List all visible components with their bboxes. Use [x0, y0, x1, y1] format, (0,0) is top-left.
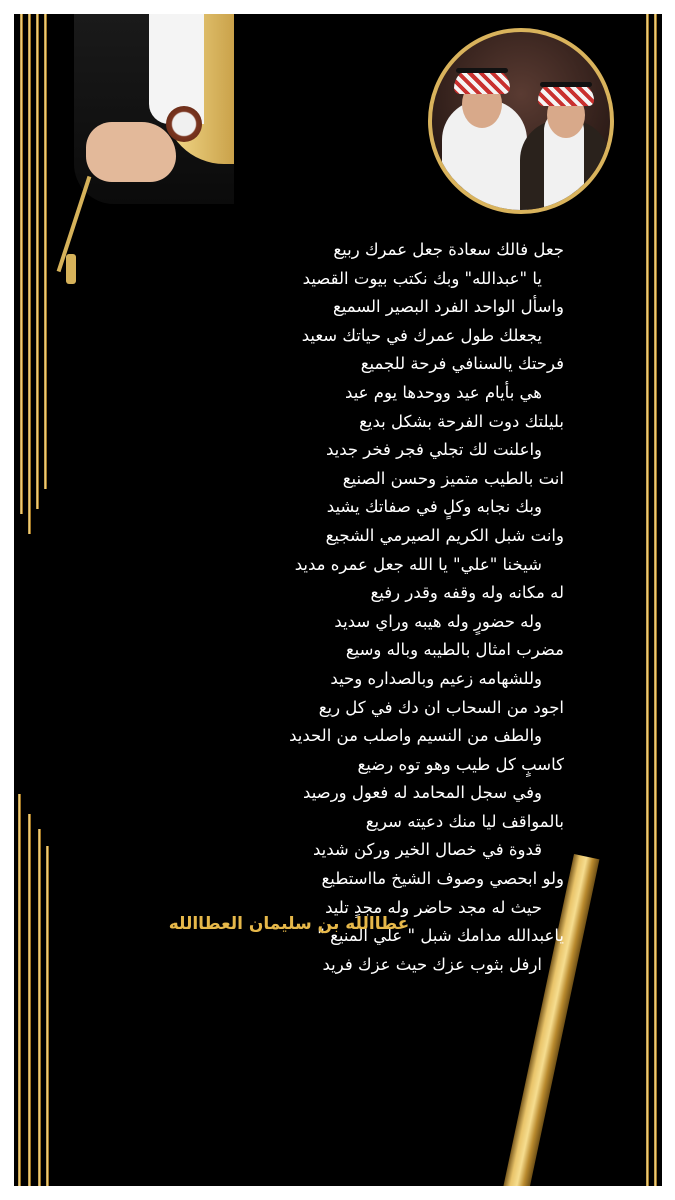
gold-bar-decoration — [36, 14, 39, 509]
poem-line: وانت شبل الكريم الصيرمي الشجيع — [325, 525, 564, 545]
poem-card — [14, 14, 662, 1186]
poem-line: وفي سجل المحامد له فعول ورصيد — [303, 783, 542, 803]
author-signature: عطاالله بن سليمان العطاالله — [168, 914, 410, 934]
poem-line: يا "عبدالله" وبك نكتب بيوت القصيد — [302, 268, 542, 288]
poem-line: بليلتك دوت الفرحة بشكل بديع — [359, 411, 564, 431]
poem-line: انت بالطيب متميز وحسن الصنيع — [342, 468, 564, 488]
poem-line: وله حضورٍ وله هيبه وراي سديد — [334, 611, 542, 631]
portrait-photo — [428, 28, 614, 214]
gold-bar-decoration — [18, 794, 21, 1186]
watch-icon — [166, 106, 202, 142]
poem-line: بالمواقف ليا منك دعيته سريع — [365, 811, 564, 831]
poem-line: شيخنا "علي" يا الله جعل عمره مديد — [294, 554, 542, 574]
tassel-end — [66, 254, 76, 284]
poem-line: مضرب امثال بالطيبه وباله وسيع — [345, 640, 564, 660]
gold-bar-decoration — [20, 14, 23, 514]
gold-bar-decoration — [28, 14, 31, 534]
poem-line: فرحتك يالسنافي فرحة للجميع — [360, 354, 564, 374]
poem-line: اجود من السحاب ان دك في كل ريع — [318, 697, 564, 717]
poem-line: قدوة في خصال الخير وركن شديد — [313, 840, 542, 860]
poem-line: يجعلك طول عمرك في حياتك سعيد — [301, 325, 542, 345]
gold-bar-decoration — [646, 14, 649, 1186]
poem-line: جعل فالك سعادة جعل عمرك ربيع — [333, 240, 564, 259]
poem-line: ولو ابحصي وصوف الشيخ مااستطيع — [321, 869, 564, 889]
gold-bar-decoration — [654, 14, 657, 1186]
gold-bar-decoration — [28, 814, 31, 1186]
hand — [86, 122, 176, 182]
poem-text — [104, 236, 564, 979]
poem-line: وللشهامه زعيم وبالصداره وحيد — [330, 668, 542, 688]
agal-left — [456, 68, 508, 73]
poem-line: حيث له مجد حاضر وله مجدٍ تليد — [325, 897, 542, 917]
poem-line: هي بأيام عيد ووحدها يوم عيد — [345, 382, 542, 402]
poem-line: وبك نجابه وكلٍ في صفاتك يشيد — [326, 497, 542, 517]
poem-line: له مكانه وله وقفه وقدر رفيع — [370, 583, 564, 603]
poem-line: كاسبٍ كل طيب وهو توه رضيع — [357, 754, 564, 774]
poem-line: والطف من النسيم واصلب من الحديد — [289, 726, 542, 746]
gold-bar-decoration — [46, 846, 49, 1186]
gold-bar-decoration — [38, 829, 41, 1186]
poem-line: واسأل الواحد الفرد البصير السميع — [333, 297, 564, 317]
poem-line: ارفل بثوب عزك حيث عزك فريد — [322, 954, 542, 974]
poem-line: ياعبدالله مدامك شبل " علي المنيع " — [317, 926, 564, 946]
gold-bar-decoration — [44, 14, 47, 489]
agal-right — [540, 82, 592, 87]
poem-line: واعلنت لك تجلي فجر فخر جديد — [325, 440, 542, 460]
